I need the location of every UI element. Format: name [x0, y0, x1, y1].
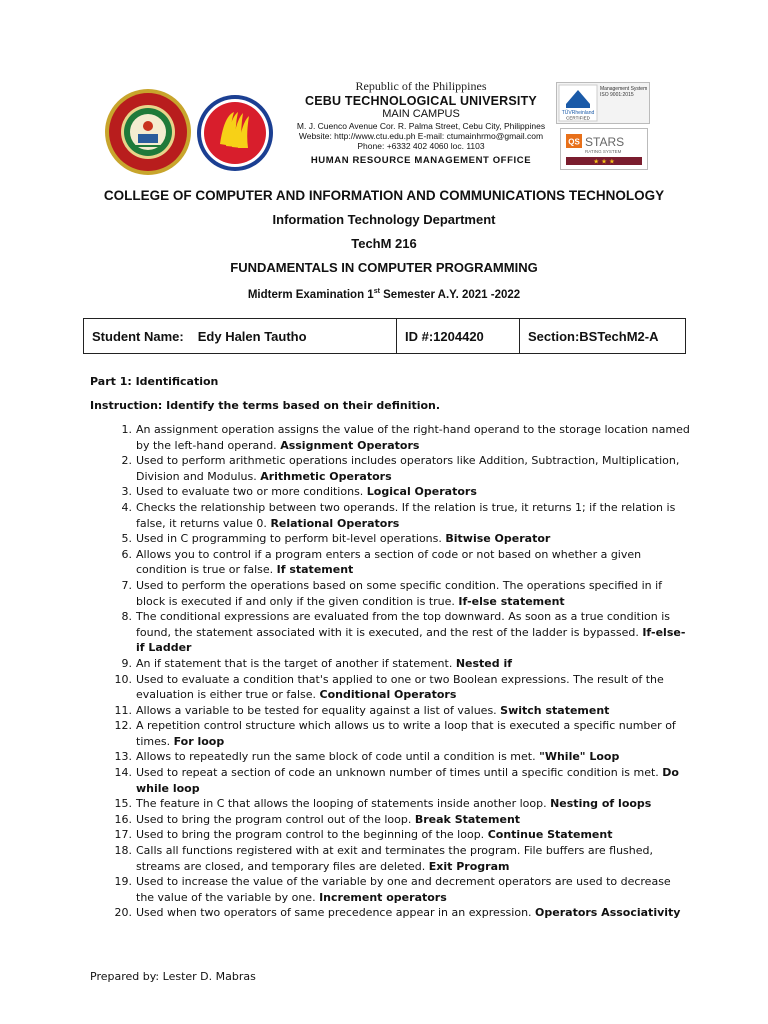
question-answer: Arithmetic Operators: [260, 469, 392, 483]
question-item: [90, 609, 690, 656]
question-item: [90, 656, 690, 672]
question-answer: Exit Program: [428, 859, 510, 873]
question-text: A repetition control structure which allows us to write a loop that is executed a specific number of times.: [136, 719, 676, 748]
question-answer: Relational Operators: [270, 516, 400, 530]
question-answer: Conditional Operators: [319, 688, 457, 702]
question-text: The feature in C that allows the looping of statements inside another loop.: [136, 797, 551, 811]
question-answer: If-else statement: [458, 594, 565, 608]
question-answer: Increment operators: [319, 890, 447, 904]
question-text: Used to bring the program control out of the loop.: [136, 812, 415, 826]
question-text: Used to perform arithmetic operations includes operators like Addition, Subtraction, Multiplication, Division and Modulus.: [136, 454, 680, 483]
department-title: Information Technology Department: [272, 212, 496, 227]
question-answer: Nesting of loops: [550, 797, 652, 811]
question-text: Used when two operators of same precedence appear in an expression.: [136, 906, 536, 920]
question-item: [90, 843, 690, 874]
republic-text: Republic of the Philippines: [355, 79, 487, 93]
tuv-text: Management System ISO 9001:2015: [600, 86, 648, 98]
question-answer: Switch statement: [500, 703, 610, 717]
question-number: 11.: [114, 703, 132, 717]
question-item: [90, 531, 690, 547]
question-answer: Operators Associativity: [535, 906, 681, 920]
course-code: TechM 216: [351, 236, 417, 251]
question-number: 16.: [114, 812, 132, 826]
question-item: [90, 905, 690, 921]
question-answer: If statement: [276, 563, 354, 577]
question-item: [90, 765, 690, 796]
question-text: Checks the relationship between two operands. If the relation is true, it returns 1; if the relation is false, it returns value 0.: [136, 500, 676, 530]
office-name: HUMAN RESOURCE MANAGEMENT OFFICE: [310, 155, 532, 167]
question-number: 8.: [121, 610, 132, 624]
tuv-certification-badge: [556, 82, 650, 124]
exam-title-pre: Midterm Examination 1: [247, 288, 374, 301]
student-id-cell: ID #:1204420: [396, 319, 519, 353]
student-name-cell: [84, 319, 396, 353]
question-answer: Nested if: [455, 656, 513, 670]
question-item: [90, 749, 690, 765]
question-item: [90, 547, 690, 578]
question-number: 14.: [114, 766, 132, 780]
question-number: 10.: [114, 672, 132, 686]
question-answer: "While" Loop: [539, 750, 620, 764]
question-text: The conditional expressions are evaluated from the top downward. As soon as a true condition is found, the statement associated with it is executed, and the rest of the ladder is bypassed.: [136, 610, 671, 639]
student-name-value: Edy Halen Tautho: [197, 328, 307, 344]
website-text: Website: http://www.ctu.edu.ph E-mail: ctumainhrmo@gmail.com: [298, 131, 544, 141]
question-number: 4.: [121, 500, 132, 514]
question-answer: Bitwise Operator: [445, 532, 551, 546]
part-heading: Part 1: Identification: [90, 375, 219, 388]
question-item: [90, 578, 690, 609]
question-list: [90, 422, 690, 921]
question-answer: Do while loop: [136, 766, 679, 795]
exam-titles: [80, 186, 688, 302]
question-number: 3.: [121, 485, 132, 499]
question-text: An assignment operation assigns the value of the right-hand operand to the storage location named by the left-hand operand.: [136, 423, 690, 452]
question-item: [90, 453, 690, 484]
question-number: 6.: [121, 547, 132, 561]
question-answer: Continue Statement: [487, 828, 613, 842]
question-number: 2.: [121, 454, 132, 468]
question-answer: Break Statement: [414, 812, 521, 826]
question-answer: If-else-if Ladder: [136, 625, 686, 655]
qs-stars-text: STARS: [585, 135, 625, 149]
student-section-cell: Section:BSTechM2-A: [519, 319, 685, 353]
question-number: 5.: [121, 532, 132, 546]
question-number: 12.: [114, 719, 132, 733]
ctu-seal-logo: [104, 88, 192, 176]
question-text: Used in C programming to perform bit-level operations.: [136, 532, 446, 546]
question-answer: Logical Operators: [366, 485, 477, 499]
question-number: 7.: [121, 578, 132, 592]
college-title: COLLEGE OF COMPUTER AND INFORMATION AND COMMUNICATIONS TECHNOLOGY: [103, 188, 665, 203]
qs-label: QS: [568, 137, 580, 147]
phone-text: Phone: +6332 402 4060 loc. 1103: [357, 141, 485, 152]
question-item: [90, 796, 690, 812]
question-text: Used to evaluate a condition that's applied to one or two Boolean expressions. The result of the evaluation is either true or false.: [136, 672, 664, 702]
question-text: Used to repeat a section of code an unknown number of times until a specific condition is met.: [136, 766, 663, 780]
question-text: Used to bring the program control to the beginning of the loop.: [136, 828, 488, 842]
question-number: 17.: [114, 828, 132, 842]
tuv-certified: CERTIFIED: [566, 115, 590, 121]
question-text: Used to evaluate two or more conditions.: [136, 485, 367, 499]
question-text: Used to increase the value of the variable by one and decrement operators are used to decrease the value of the variable by one.: [136, 875, 671, 904]
question-item: [90, 672, 690, 703]
question-number: 9.: [121, 656, 132, 670]
course-title: FUNDAMENTALS IN COMPUTER PROGRAMMING: [230, 260, 538, 275]
student-name-label: Student Name:: [92, 328, 184, 344]
question-number: 1.: [121, 423, 132, 436]
tuv-brand: TÜVRheinland: [561, 110, 595, 116]
exam-body: [90, 375, 690, 921]
instruction-text: Instruction: Identify the terms based on their definition.: [90, 399, 441, 412]
question-item: [90, 827, 690, 843]
address-text: M. J. Cuenco Avenue Cor. R. Palma Street, Cebu City, Philippines: [296, 120, 546, 131]
question-answer: For loop: [173, 734, 225, 748]
question-number: 20.: [114, 906, 132, 920]
exam-title-sup: st: [373, 288, 380, 295]
qs-rating-text: RATING SYSTEM: [585, 149, 622, 154]
question-text: Allows to repeatedly run the same block of code until a condition is met.: [136, 750, 540, 764]
campus-name: MAIN CAMPUS: [382, 108, 460, 121]
question-item: [90, 500, 690, 531]
question-text: Allows a variable to be tested for equality against a list of values.: [136, 703, 501, 717]
question-item: [90, 422, 690, 453]
question-text: An if statement that is the target of another if statement.: [136, 656, 456, 670]
university-name: CEBU TECHNOLOGICAL UNIVERSITY: [305, 93, 537, 108]
question-text: Used to perform the operations based on some specific condition. The operations specified in if block is executed if and only if the given condition is true.: [136, 578, 663, 608]
question-item: [90, 718, 690, 749]
question-item: [90, 812, 690, 828]
prepared-by: Prepared by: Lester D. Mabras: [90, 970, 256, 983]
qs-stars-badge: [560, 128, 648, 170]
exam-title: [80, 282, 688, 302]
letterhead: [276, 80, 566, 167]
student-info-table: [83, 318, 686, 354]
question-item: [90, 703, 690, 719]
asean-logo: [196, 94, 274, 172]
question-number: 18.: [114, 844, 132, 858]
question-number: 19.: [114, 875, 132, 889]
question-item: [90, 484, 690, 500]
exam-title-post: Semester A.Y. 2021 -2022: [379, 288, 521, 301]
qs-star-icons: ★ ★ ★: [593, 157, 615, 166]
question-text: Calls all functions registered with at exit and terminates the program. File buffers are flushed, streams are closed, and temporary files are deleted.: [136, 844, 654, 873]
question-number: 13.: [114, 750, 132, 764]
question-answer: Assignment Operators: [280, 438, 420, 452]
question-text: Allows you to control if a program enters a section of code or not based on whether a given condition is true or false.: [136, 547, 642, 577]
question-item: [90, 874, 690, 905]
question-number: 15.: [114, 797, 132, 811]
